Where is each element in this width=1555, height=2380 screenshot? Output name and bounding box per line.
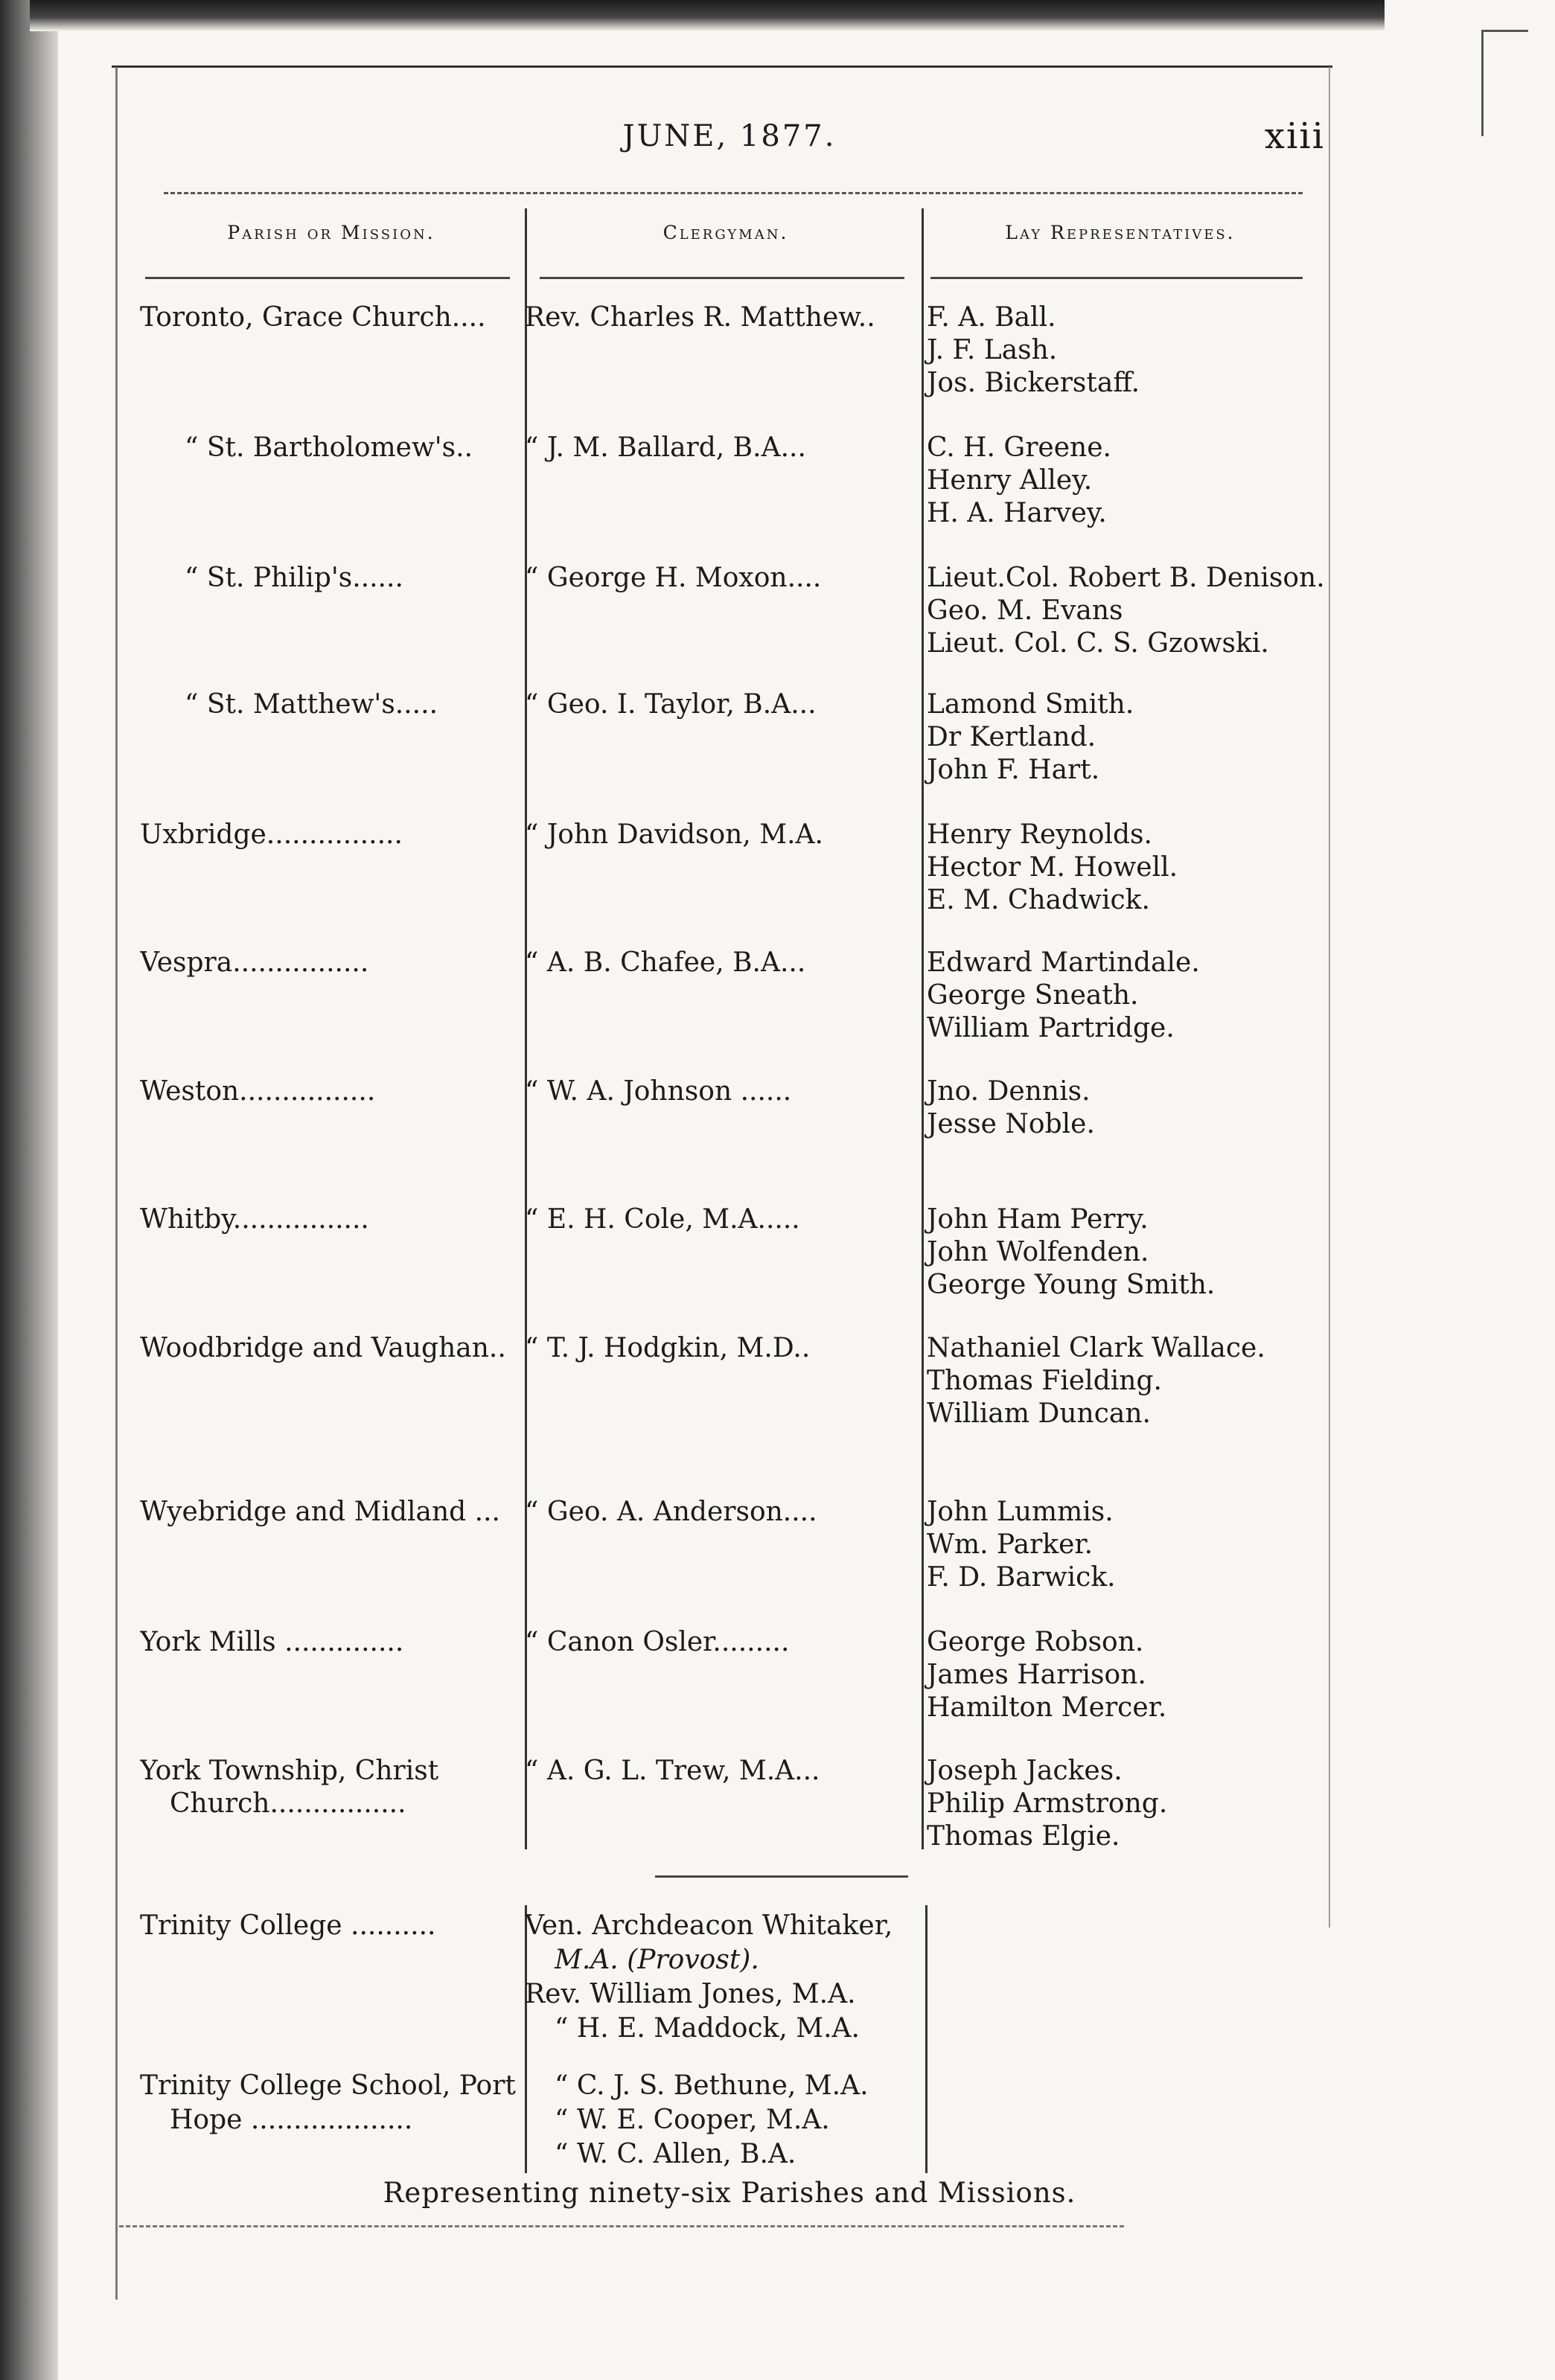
running-title: JUNE, 1877. [622, 119, 837, 153]
parish-name: Wyebridge and Midland ... [140, 1497, 500, 1527]
lay-representatives [927, 819, 1329, 917]
lay-representatives [927, 1626, 1329, 1724]
lay-representatives [927, 301, 1329, 400]
parish-name: Woodbridge and Vaughan.. [140, 1333, 506, 1363]
clergyman: “ John Davidson, M.A. [525, 819, 823, 850]
clergyman: “ Canon Osler......... [525, 1627, 790, 1657]
lay-rep: William Partridge. [927, 1013, 1175, 1043]
lay-representatives [927, 432, 1329, 530]
lay-rep: Jesse Noble. [927, 1109, 1095, 1139]
lay-rep: Lamond Smith. [927, 689, 1134, 720]
clergyman: “ Geo. I. Taylor, B.A... [525, 689, 817, 720]
lay-rep: F. D. Barwick. [927, 1562, 1116, 1593]
clergy-line: “ W. E. Cooper, M.A. [555, 2105, 830, 2135]
column-rule-lay [930, 277, 1303, 279]
lay-rep: John Ham Perry. [927, 1204, 1149, 1235]
lay-representatives [927, 1496, 1329, 1594]
lay-representatives [927, 1203, 1329, 1302]
lay-rep: Hamilton Mercer. [927, 1692, 1167, 1723]
lay-rep: E. M. Chadwick. [927, 885, 1150, 915]
clergy-line: “ W. C. Allen, B.A. [555, 2139, 796, 2169]
lay-rep: William Duncan. [927, 1398, 1151, 1429]
adjacent-page-edge [1481, 30, 1528, 136]
summary-line: Representing ninety-six Parishes and Missions. [383, 2177, 1076, 2209]
column-head-parish: Parish or Mission. [227, 222, 435, 243]
college-clergy [525, 2069, 949, 2172]
lay-rep: Thomas Fielding. [927, 1366, 1162, 1396]
parish-name [140, 1755, 527, 1820]
lay-rep: F. A. Ball. [927, 302, 1056, 333]
column-rule-clergy [540, 277, 904, 279]
college-name [140, 2069, 527, 2137]
parish-name: “ St. Philip's...... [185, 563, 403, 593]
clergy-line: Ven. Archdeacon Whitaker, [525, 1910, 893, 1941]
parish-name-line: York Township, Christ [140, 1756, 439, 1786]
lay-rep: Wm. Parker. [927, 1529, 1093, 1560]
frame-line-right [1329, 67, 1330, 1928]
clergy-line: M.A. (Provost). [555, 1945, 759, 1975]
lay-rep: John F. Hart. [927, 755, 1100, 785]
lay-rep: Jos. Bickerstaff. [927, 368, 1140, 398]
clergyman: Rev. Charles R. Matthew.. [525, 302, 875, 333]
lay-rep: Henry Reynolds. [927, 819, 1152, 850]
clergyman: “ T. J. Hodgkin, M.D.. [525, 1333, 811, 1363]
college-name-line: Trinity College School, Port [140, 2070, 516, 2101]
clergyman: “ George H. Moxon.... [525, 563, 822, 593]
parish-name: Toronto, Grace Church.... [140, 302, 486, 333]
clergy-line: “ H. E. Maddock, M.A. [555, 2013, 860, 2044]
lay-representatives [927, 947, 1329, 1045]
parish-name: Uxbridge................ [140, 819, 403, 850]
column-divider-2 [922, 208, 924, 1849]
parish-name: Weston................ [140, 1076, 376, 1107]
clergyman: “ J. M. Ballard, B.A... [525, 432, 806, 463]
lay-rep: John Wolfenden. [927, 1237, 1149, 1267]
lay-representatives [927, 562, 1329, 660]
parish-name: “ St. Matthew's..... [185, 689, 438, 720]
lay-rep: Lieut.Col. Robert B. Denison. [927, 563, 1325, 593]
lay-rep: Nathaniel Clark Wallace. [927, 1333, 1265, 1363]
parish-name-continuation: Church................ [170, 1788, 406, 1819]
lay-representatives [927, 1075, 1329, 1141]
clergy-line: Rev. William Jones, M.A. [525, 1979, 856, 2009]
column-rule-parish [145, 277, 510, 279]
clergyman: “ Geo. A. Anderson.... [525, 1497, 817, 1527]
lay-rep: George Robson. [927, 1627, 1144, 1657]
footer-rule [119, 2225, 1124, 2227]
page-number: xiii [1264, 115, 1325, 157]
lay-rep: Henry Alley. [927, 465, 1093, 496]
lay-representatives [927, 688, 1329, 787]
frame-line-left [115, 67, 118, 2300]
lay-representatives [927, 1332, 1329, 1430]
scan-edge-top [30, 0, 1385, 31]
lay-rep: C. H. Greene. [927, 432, 1111, 463]
running-head [134, 112, 1325, 164]
lay-rep: J. F. Lash. [927, 335, 1058, 365]
frame-line-top [112, 65, 1332, 68]
lay-rep: Joseph Jackes. [927, 1756, 1123, 1786]
parish-name: Whitby................ [140, 1204, 369, 1235]
clergy-line: “ C. J. S. Bethune, M.A. [555, 2070, 869, 2101]
lay-rep: George Young Smith. [927, 1270, 1216, 1300]
header-rule [164, 192, 1303, 194]
parish-name: York Mills .............. [140, 1627, 404, 1657]
lay-rep: Edward Martindale. [927, 947, 1200, 978]
lay-rep: H. A. Harvey. [927, 498, 1107, 528]
lay-rep: Thomas Elgie. [927, 1821, 1120, 1852]
lay-rep: Hector M. Howell. [927, 852, 1178, 883]
lay-representatives [927, 1755, 1329, 1853]
clergyman: “ W. A. Johnson ...... [525, 1076, 792, 1107]
clergyman: “ A. G. L. Trew, M.A... [525, 1756, 820, 1786]
column-head-clergy: Clergyman. [662, 222, 789, 243]
lay-rep: Jno. Dennis. [927, 1076, 1091, 1107]
clergyman: “ E. H. Cole, M.A..... [525, 1204, 800, 1235]
parish-name: “ St. Bartholomew's.. [185, 432, 473, 463]
lay-rep: John Lummis. [927, 1497, 1114, 1527]
clergyman: “ A. B. Chafee, B.A... [525, 947, 806, 978]
lay-rep: Lieut. Col. C. S. Gzowski. [927, 628, 1269, 659]
lay-rep: George Sneath. [927, 980, 1139, 1011]
college-clergy [525, 1909, 919, 2046]
section-separator [655, 1875, 908, 1878]
lay-rep: Philip Armstrong. [927, 1788, 1168, 1819]
college-name-continuation: Hope ................... [170, 2105, 413, 2135]
lay-rep: Geo. M. Evans [927, 595, 1123, 626]
lay-rep: James Harrison. [927, 1660, 1146, 1690]
parish-name: Vespra................ [140, 947, 369, 978]
scan-edge-left [0, 0, 58, 2380]
college-name: Trinity College .......... [140, 1910, 436, 1941]
column-head-lay: Lay Representatives. [1005, 222, 1236, 243]
lay-rep: Dr Kertland. [927, 722, 1096, 752]
